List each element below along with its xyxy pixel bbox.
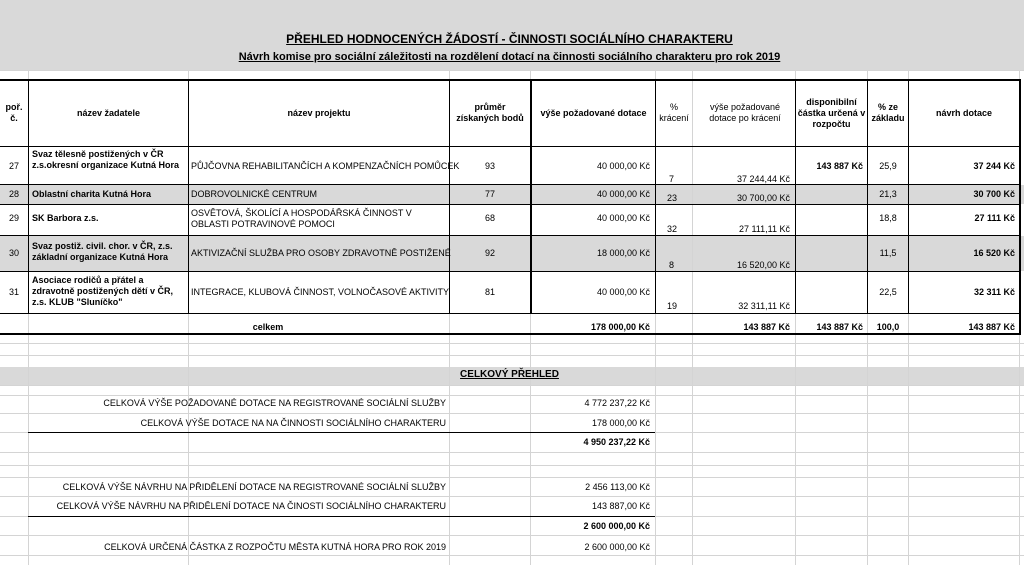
row-body: 81 (484, 287, 495, 297)
col-header-prumer: průměr získaných bodů (456, 102, 524, 123)
total-disponibilni: 143 887 Kč (816, 322, 863, 332)
summary-heading: CELKOVÝ PŘEHLED (460, 369, 559, 380)
row-body: 77 (484, 189, 495, 199)
summary-value: 2 600 000,00 Kč (583, 521, 650, 531)
summary-value: 143 887,00 Kč (591, 501, 650, 511)
row-por: 30 (8, 248, 19, 258)
total-label: celkem (252, 322, 284, 332)
row-projekt: PŮJČOVNA REHABILITANČÍCH A KOMPENZAČNÍCH POMŮCEK (191, 161, 460, 171)
row-projekt: AKTIVIZAČNÍ SLUŽBA PRO OSOBY ZDRAVOTNĚ POSTIŽENÉ (191, 248, 451, 258)
row-disponibilni: 143 887 Kč (816, 161, 863, 171)
row-zaklad: 11,5 (879, 248, 897, 258)
row-navrh: 32 311 Kč (973, 287, 1015, 297)
row-navrh: 16 520 Kč (973, 248, 1015, 258)
summary-value: 178 000,00 Kč (591, 418, 650, 428)
row-krac: 32 (667, 224, 678, 234)
row-po-kraceni: 32 311,11 Kč (738, 301, 790, 311)
row-po-kraceni: 27 111,11 Kč (738, 224, 790, 234)
row-krac: 7 (669, 174, 675, 184)
row-zaklad: 21,3 (879, 189, 897, 199)
row-zaklad: 25,9 (879, 161, 897, 171)
row-zadatel: SK Barbora z.s. (32, 213, 99, 223)
total-po-kraceni: 143 887 Kč (743, 322, 790, 332)
summary-value: 4 950 237,22 Kč (583, 437, 650, 447)
row-krac: 19 (667, 301, 678, 311)
row-navrh: 27 111 Kč (974, 213, 1015, 223)
summary-label: CELKOVÁ URČENÁ ČÁSTKA Z ROZPOČTU MĚSTA KUTNÁ HORA PRO ROK 2019 (104, 542, 446, 552)
col-header-zadatel: název žadatele (76, 108, 141, 118)
row-por: 29 (8, 213, 19, 223)
row-zadatel: Asociace rodičů a přátel a zdravotně postižených dětí v ČR, z.s. KLUB "Sluníčko" (32, 275, 174, 307)
row-zaklad: 22,5 (879, 287, 897, 297)
row-projekt: INTEGRACE, KLUBOVÁ ČINNOST, VOLNOČASOVÉ AKTIVITY (191, 287, 450, 297)
total-pozadovana: 178 000,00 Kč (590, 322, 650, 332)
col-header-navrh: návrh dotace (935, 108, 993, 118)
row-krac: 8 (669, 260, 675, 270)
col-header-por: poř. č. (5, 102, 23, 123)
row-por: 31 (8, 287, 19, 297)
row-body: 68 (484, 213, 495, 223)
row-zadatel: Oblastní charita Kutná Hora (32, 189, 152, 199)
row-por: 27 (8, 161, 19, 171)
col-header-disponibilni: disponibilní částka určená v rozpočtu (797, 97, 866, 129)
row-projekt: OSVĚTOVÁ, ŠKOLÍCÍ A HOSPODÁŘSKÁ ČINNOST V OBLASTI POTRAVINOVÉ POMOCI (191, 208, 412, 229)
row-zadatel: Svaz tělesně postižených v ČR z.s.okresní organizace Kutná Hora (32, 149, 180, 170)
page-title: PŘEHLED HODNOCENÝCH ŽÁDOSTÍ - ČINNOSTI SOCIÁLNÍHO CHARAKTERU (286, 32, 733, 46)
row-body: 93 (484, 161, 495, 171)
col-header-po-kraceni: výše požadované dotace po krácení (709, 102, 781, 123)
col-header-zaklad: % ze základu (871, 102, 905, 123)
summary-label: CELKOVÁ VÝŠE NÁVRHU NA PŘIDĚLENÍ DOTACE NA ČINOSTI SOCIÁLNÍHO CHARAKTERU (56, 501, 446, 511)
row-por: 28 (8, 189, 19, 199)
row-po-kraceni: 37 244,44 Kč (736, 174, 790, 184)
row-po-kraceni: 30 700,00 Kč (736, 193, 790, 203)
summary-label: CELKOVÁ VÝŠE NÁVRHU NA PŘIDĚLENÍ DOTACE NA REGISTROVANÉ SOCIÁLNÍ SLUŽBY (62, 482, 446, 492)
row-pozadovana: 40 000,00 Kč (596, 189, 650, 199)
summary-label: CELKOVÁ VÝŠE POŽADOVANÉ DOTACE NA REGISTROVANÉ SOCIÁLNÍ SLUŽBY (103, 398, 446, 408)
col-header-krac: % krácení (659, 102, 689, 123)
row-zadatel: Svaz postiž. civil. chor. v ČR, z.s. základní organizace Kutná Hora (32, 241, 173, 262)
row-zaklad: 18,8 (879, 213, 897, 223)
row-pozadovana: 40 000,00 Kč (596, 161, 650, 171)
row-navrh: 37 244 Kč (973, 161, 1015, 171)
row-krac: 23 (667, 193, 678, 203)
row-pozadovana: 40 000,00 Kč (596, 213, 650, 223)
summary-value: 2 456 113,00 Kč (585, 482, 650, 492)
total-navrh: 143 887 Kč (968, 322, 1015, 332)
summary-value: 4 772 237,22 Kč (584, 398, 650, 408)
col-header-pozadovana: výše požadované dotace (540, 108, 647, 118)
page-subtitle: Návrh komise pro sociální záležitosti na rozdělení dotací na činnosti sociálního charakteru pro rok 2019 (238, 51, 781, 63)
row-body: 92 (484, 248, 495, 258)
row-pozadovana: 18 000,00 Kč (596, 248, 650, 258)
row-po-kraceni: 16 520,00 Kč (736, 260, 790, 270)
summary-label: CELKOVÁ VÝŠE DOTACE NA NA ČINNOSTI SOCIÁLNÍHO CHARAKTERU (140, 418, 446, 428)
row-pozadovana: 40 000,00 Kč (596, 287, 650, 297)
col-header-projekt: název projektu (287, 108, 351, 118)
row-navrh: 30 700 Kč (973, 189, 1015, 199)
total-zaklad: 100,0 (876, 322, 900, 332)
summary-value: 2 600 000,00 Kč (584, 542, 650, 552)
row-projekt: DOBROVOLNICKÉ CENTRUM (191, 189, 318, 199)
